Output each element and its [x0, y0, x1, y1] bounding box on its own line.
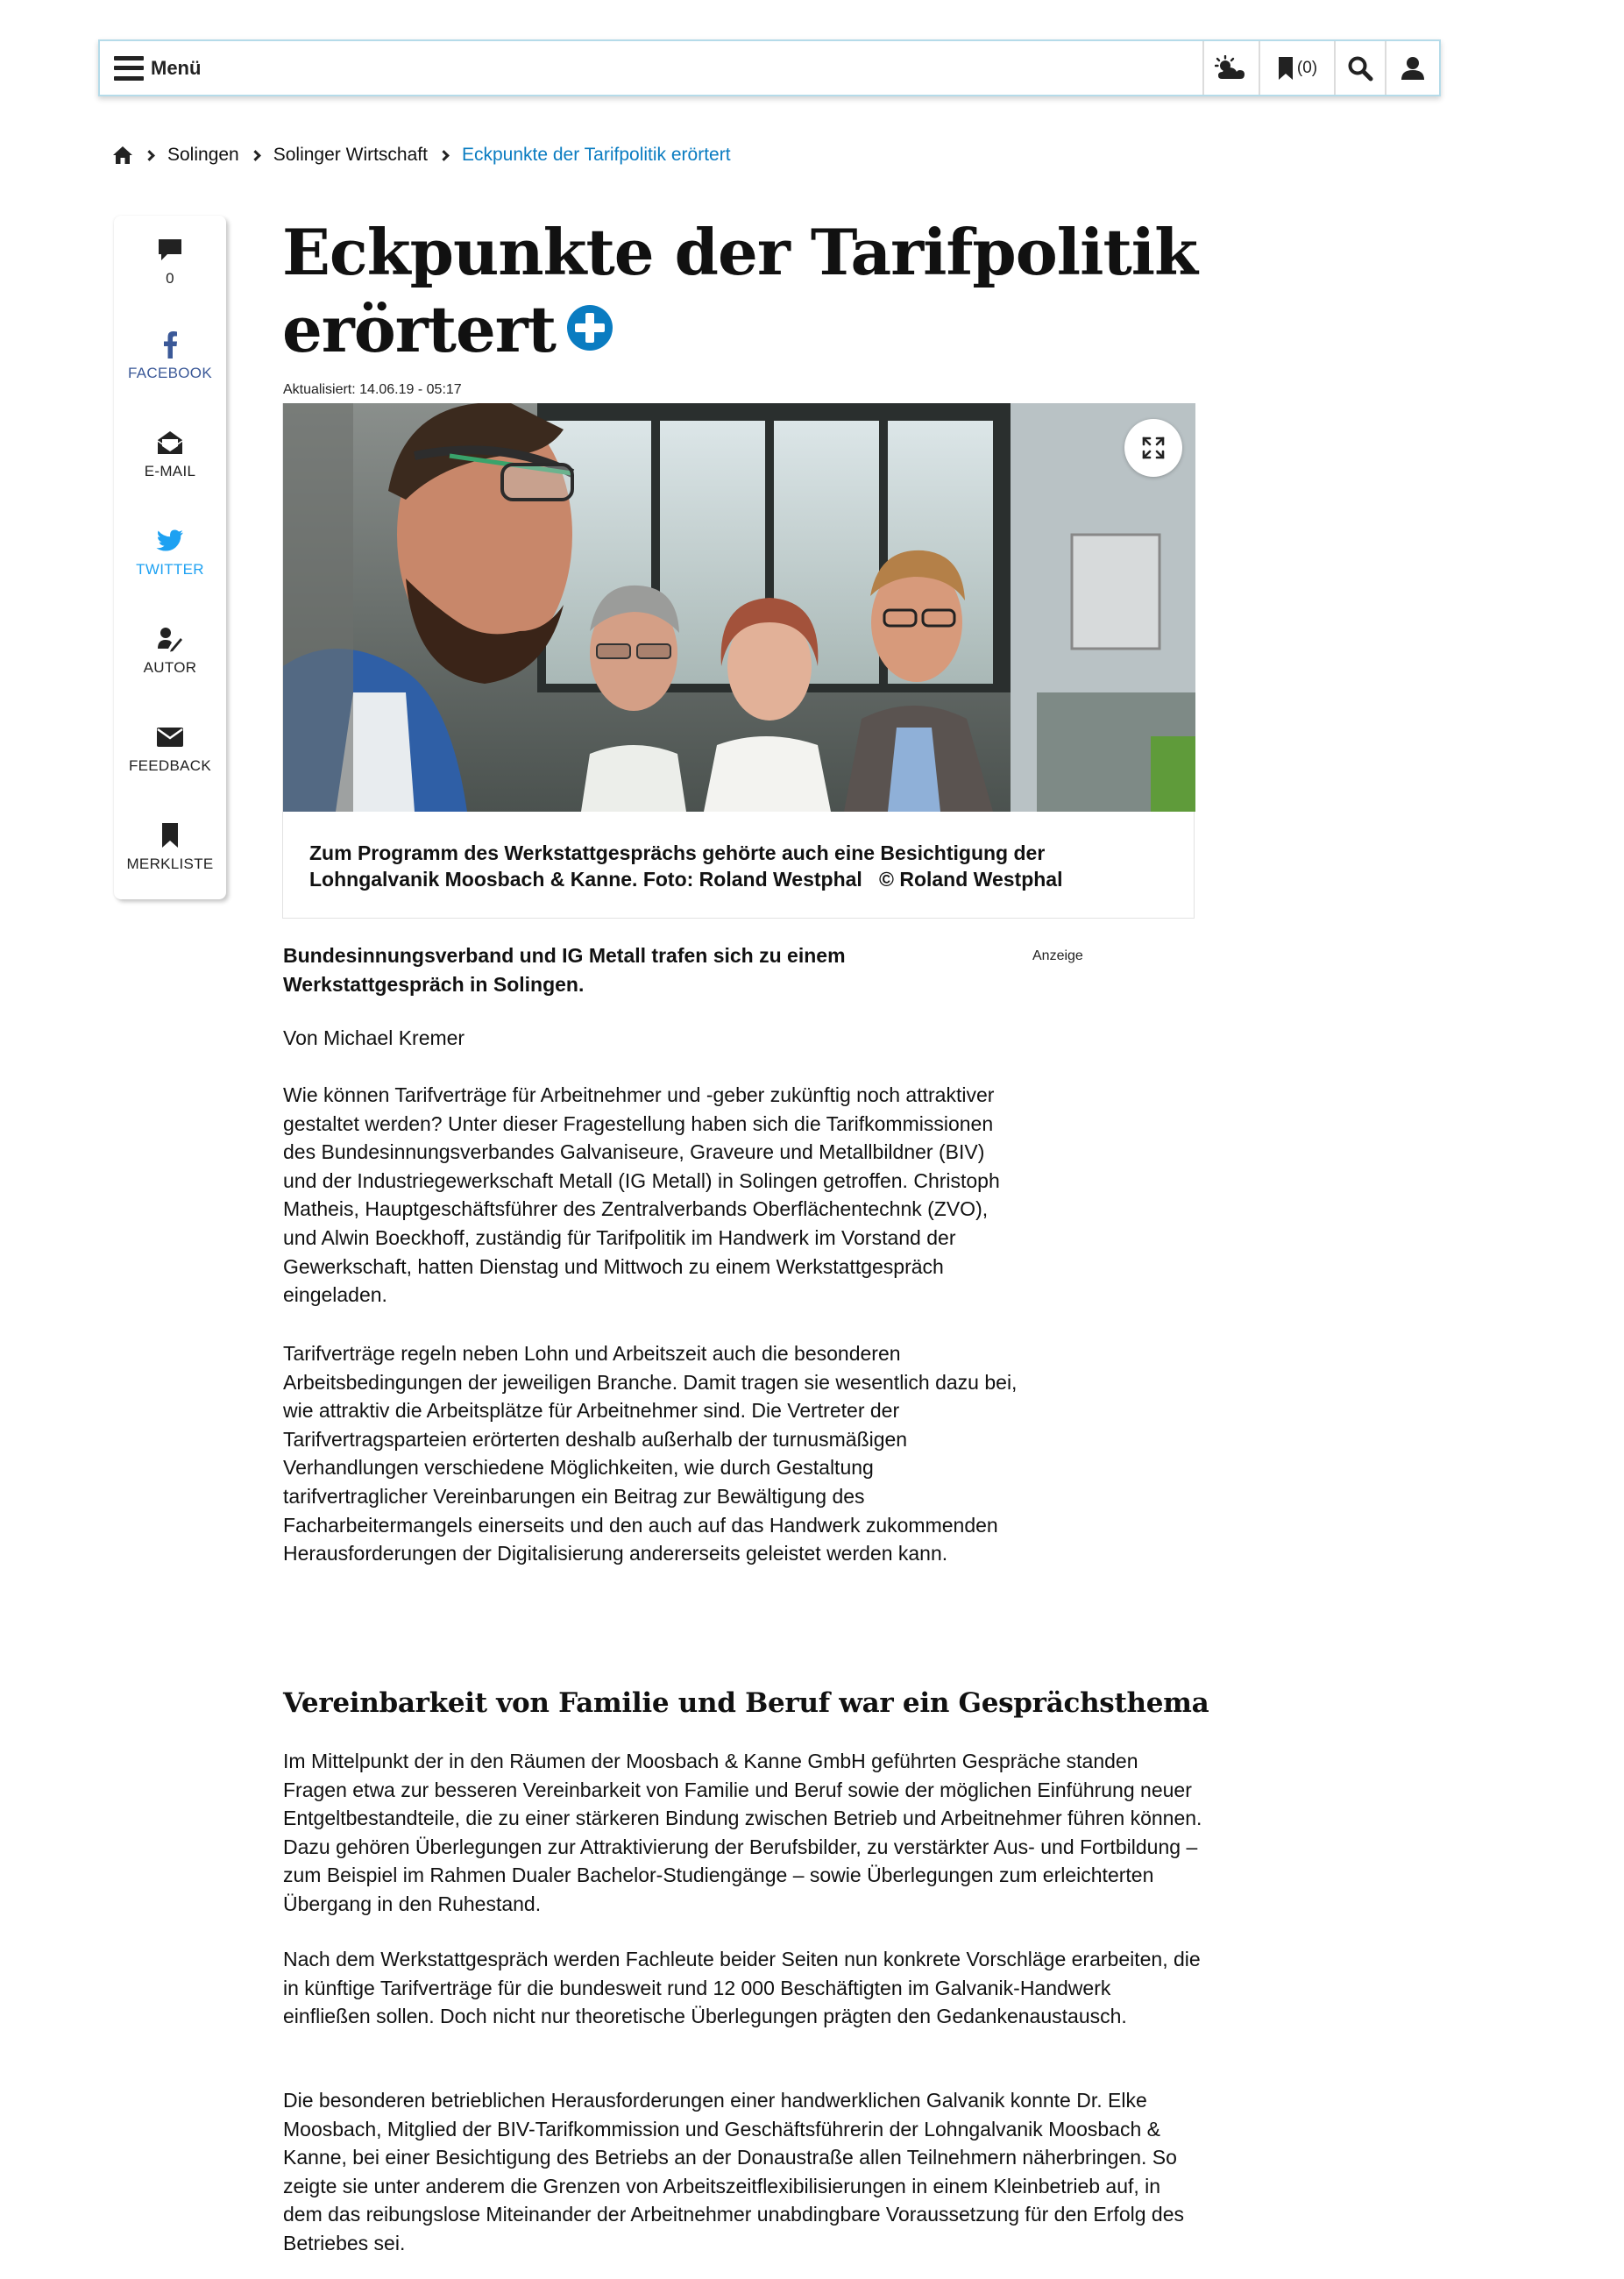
comment-icon	[157, 238, 183, 262]
plus-badge-icon	[566, 291, 613, 368]
author-line: Von Michael Kremer	[283, 1026, 465, 1049]
breadcrumb-current: Eckpunkte der Tarifpolitik erörtert	[461, 145, 731, 165]
breadcrumb	[112, 145, 731, 166]
top-navbar	[98, 39, 1441, 96]
paragraph-3: Im Mittelpunkt der in den Räumen der Moosbach & Kanne GmbH geführten Gespräche standen Fragen etwa zur besseren Vereinbarkeit von Familie und Beruf sowie der möglichen Einführung neuer Entgeltbestandteile, die zu einer stärkeren Bindung zwischen Betrieb und Arbeitnehmer führen können. Dazu gehören Überlegungen zur Attraktivierung der Berufsbilder, zu verstärkter Aus- und Fortbildung – zum Beispiel im Rahmen Dualer Bachelor-Studiengänge – sowie Überlegungen zum erleichterten Übergang in den Ruhestand.	[283, 1750, 1202, 1915]
breadcrumb-link-solingen[interactable]: Solingen	[167, 145, 239, 165]
nav-tools	[1202, 41, 1439, 95]
merkliste-button[interactable]	[114, 820, 226, 873]
author-button[interactable]	[114, 624, 226, 677]
author-label: AUTOR	[143, 659, 197, 676]
account-button[interactable]	[1385, 41, 1439, 95]
facebook-icon	[162, 330, 178, 359]
paragraph-5: Die besonderen betrieblichen Herausforderungen einer handwerklichen Galvanik konnte Dr. Elke Moosbach, Mitglied der BIV-Tarifkommission und Geschäftsführerin der Lohngalvanik Moosbach & Kanne, bei einer Besichtigung des Betriebs an der Donaustraße allen Teilnehmern näherbringen. So zeigte sie unter anderem die Grenzen von Arbeitszeitflexibilisierungen in einem Kleinbetrieb auf, in dem das reibungslose Miteinander der Arbeitnehmer unabdingbare Voraussetzung für den Erfolg des Betriebes sei.	[283, 2089, 1184, 2254]
article-title-text: Eckpunkte der Tarifpolitik erörtert	[282, 215, 1197, 366]
search-button[interactable]	[1334, 41, 1385, 95]
ad-label: Anzeige	[1032, 948, 1083, 963]
bookmarks-button[interactable]	[1259, 41, 1334, 95]
email-open-icon	[156, 430, 184, 456]
paragraph-1: Wie können Tarifverträge für Arbeitnehmer und -geber zukünftig noch attraktiver gestaltet werden? Unter dieser Fragestellung haben sich die Tarifkommissionen des Bundesinnungsverbandes Galvaniseure, Graveure und Metallbildner (BIV) und der Industriegewerkschaft Metall (IG Metall) in Solingen getroffen. Christoph Matheis, Hauptgeschäftsführer des Zentralverbands Oberflächentechnk (ZVO), und Alwin Boeckhoff, zuständig für Tarifpolitik im Handwerk im Vorstand der Gewerkschaft, hatten Dienstag und Mittwoch zu einem Werkstattgespräch eingeladen.	[283, 1083, 1000, 1307]
merkliste-label: MERKLISTE	[126, 856, 214, 872]
paragraph-2: Tarifverträge regeln neben Lohn und Arbeitszeit auch die besonderen Arbeitsbedingungen der jeweiligen Branche. Damit tragen sie wesentlich dazu bei, wie attraktiv die Arbeitsplätze für Arbeitnehmer sind. Die Vertreter der Tarifvertragsparteien erörterten deshalb außerhalb der turnusmäßigen Verhandlungen verschiedene Möglichkeiten, wie durch Gestaltung tarifvertraglicher Vereinbarungen ein Beitrag zur Bewältigung des Facharbeitermangels einerseits und den auch auf das Handwerk zukommenden Herausforderungen der Digitalisierung andererseits geleistet werden kann.	[283, 1342, 1018, 1565]
paragraph-4: Nach dem Werkstattgespräch werden Fachleute beider Seiten nun konkrete Vorschläge erarbeiten, die in künftige Tarifverträge für die bundesweit rund 12 000 Beschäftigten im Galvanik-Handwerk einfließen sollen. Doch nicht nur theoretische Überlegungen prägten den Gedankenaustausch.	[283, 1948, 1201, 2028]
weather-icon	[1215, 55, 1248, 82]
share-twitter-button[interactable]	[114, 526, 226, 579]
share-sidebar	[114, 216, 226, 899]
twitter-icon	[156, 529, 184, 552]
weather-button[interactable]	[1202, 41, 1259, 95]
comments-count: 0	[166, 270, 174, 287]
bookmark-count: (0)	[1296, 58, 1318, 77]
search-icon	[1347, 55, 1373, 82]
article-photo	[283, 403, 1195, 812]
chevron-right-icon	[250, 150, 261, 161]
chevron-right-icon	[144, 150, 155, 161]
bookmark-icon	[160, 822, 180, 848]
user-icon	[1400, 56, 1426, 81]
feedback-button[interactable]	[114, 722, 226, 775]
envelope-icon	[156, 727, 184, 748]
share-facebook-button[interactable]	[114, 330, 226, 382]
updated-timestamp: Aktualisiert: 14.06.19 - 05:17	[283, 382, 462, 397]
article-lead: Bundesinnungsverband und IG Metall trafen sich zu einem Werkstattgespräch in Solingen.	[283, 944, 846, 996]
share-email-button[interactable]	[114, 428, 226, 480]
author-icon	[157, 626, 183, 652]
article-figure	[282, 403, 1195, 919]
menu-label: Menü	[151, 56, 202, 79]
comments-button[interactable]	[114, 235, 226, 288]
facebook-label: FACEBOOK	[128, 365, 212, 381]
section-heading: Vereinbarkeit von Familie und Beruf war ein Gesprächsthema	[283, 1687, 1209, 1719]
menu-button[interactable]	[100, 41, 1202, 95]
expand-image-button[interactable]	[1124, 419, 1182, 477]
email-label: E-MAIL	[144, 463, 196, 479]
home-icon[interactable]	[112, 146, 133, 165]
twitter-label: TWITTER	[136, 561, 204, 578]
feedback-label: FEEDBACK	[128, 757, 212, 774]
chevron-right-icon	[438, 150, 450, 161]
photo-caption: Zum Programm des Werkstattgesprächs gehörte auch eine Besichtigung der Lohngalvanik Moosbach & Kanne. Foto: Roland Westphal © Roland Westphal	[309, 841, 1063, 891]
article-title	[282, 214, 1202, 373]
bookmark-icon	[1277, 56, 1294, 81]
fullscreen-icon	[1142, 437, 1165, 459]
breadcrumb-link-wirtschaft[interactable]: Solinger Wirtschaft	[273, 145, 428, 165]
hamburger-icon	[114, 56, 144, 81]
